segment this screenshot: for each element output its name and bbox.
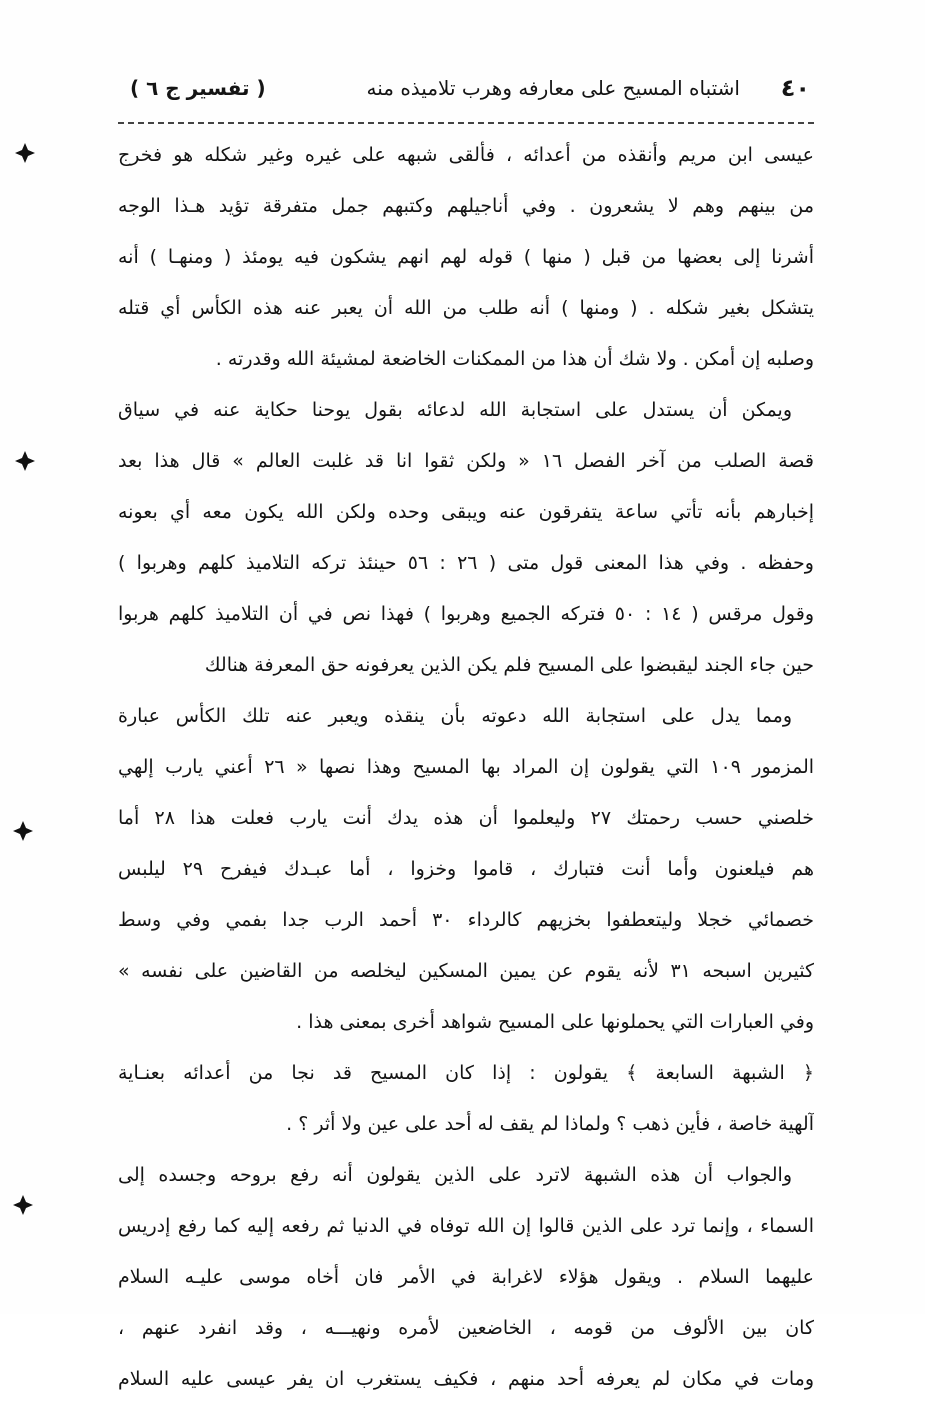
text-line: خصمائي خجلا وليتعطفوا بخزيهم كالرداء ٣٠ أحمد الرب جدا بفمي وفي وسط (118, 909, 814, 931)
page-number: ٤٠ (780, 74, 810, 102)
margin-ornament-icon (12, 1194, 34, 1216)
text-line: والجواب أن هذه الشبهة لاترد على الذين يقولون أنه رفع بروحه وجسده إلى (118, 1164, 792, 1186)
text-line: هم فيلعنون وأما أنت فتبارك ، قاموا وخزوا ، أما عبـدك فيفرح ٢٩ ليلبس (118, 858, 814, 880)
text-line: وفي العبارات التي يحملونها على المسيح شواهد أخرى بمعنى هذا . (296, 1011, 814, 1033)
text-line: قصة الصلب من آخر الفصل ١٦ « ولكن ثقوا انا قد غلبت العالم » قال هذا بعد (118, 450, 814, 472)
text-line: وقول مرقس ( ١٤ : ٥٠ فتركه الجميع وهربوا ) فهذا نص في أن التلاميذ كلهم هربوا (118, 603, 814, 625)
text-line: ومات في مكان لم يعرفه أحد منهم ، فكيف يستغرب ان يفر عيسى عليه السلام (118, 1368, 814, 1390)
text-line: ومما يدل على استجابة الله دعوته بأن ينقذه ويعبر عنه تلك الكأس عبارة (118, 705, 792, 727)
margin-ornament-icon (12, 820, 34, 842)
text-line: آلهية خاصة ، فأين ذهب ؟ ولماذا لم يقف له أحد على عين ولا أثر ؟ . (286, 1113, 814, 1135)
margin-ornament-icon (14, 450, 36, 472)
text-line: حين جاء الجند ليقبضوا على المسيح فلم يكن الذين يعرفونه حق المعرفة هنالك (204, 654, 814, 676)
running-header (130, 70, 810, 116)
text-line: من بينهم وهم لا يشعرون . وفي أناجيلهم وكتبهم جمل متفرقة تؤيد هـذا الوجه (118, 195, 814, 217)
text-line: وحفظه . وفي هذا المعنى قول متى ( ٢٦ : ٥٦ حينئذ تركه التلاميذ كلهم وهربوا ) (118, 552, 814, 574)
text-line: عليهما السلام . ويقول هؤلاء لاغرابة في الأمر فان أخاه موسى عليـه السلام (118, 1266, 814, 1288)
section-heading-line: ﴿ الشبهة السابعة ﴾ يقولون : إذا كان المسيح قد نجا من أعدائه بعنـاية (118, 1062, 814, 1084)
text-line: أشرنا إلى بعضها من قبل ( منها ) قوله لهم انهم يشكون فيه يومئذ ( ومنهـا ) أنه (118, 246, 814, 268)
text-line: المزمور ١٠٩ التي يقولون إن المراد بها المسيح وهذا نصها « ٢٦ أعني يارب إلهي (118, 756, 814, 778)
header-divider (118, 122, 814, 124)
text-line: كثيرين اسبحه ٣١ لأنه يقوم عن يمين المسكين ليخلصه من القاضين على نفسه » (118, 960, 814, 982)
text-line: خلصني حسب رحمتك ٢٧ وليعلموا أن هذه يدك أنت يارب فعلت هذا ٢٨ أما (118, 807, 814, 829)
text-line: ويمكن أن يستدل على استجابة الله لدعائه بقول يوحنا حكاية عنه في سياق (118, 399, 792, 421)
text-line: السماء ، وإنما ترد على الذين قالوا إن الله توفاه في الدنيا ثم رفعه إليه كما رفع إدريس (118, 1215, 814, 1237)
volume-reference: ( تفسير ج ٦ ) (130, 76, 266, 100)
text-line: كان بين الألوف من قومه ، الخاضعين لأمره ونهيـــه ، وقد انفرد عنهم ، (118, 1317, 814, 1339)
text-line: عيسى ابن مريم وأنقذه من أعدائه ، فألقى شبهه على غيره وغير شكله هو فخرج (118, 144, 814, 166)
margin-ornament-icon (14, 142, 36, 164)
text-line: وصلبه إن أمكن . ولا شك أن هذا من الممكنات الخاضعة لمشيئة الله وقدرته . (215, 348, 814, 370)
body-text (118, 130, 814, 1405)
text-line: إخبارهم بأنه تأتي ساعة يتفرقون عنه ويبقى وحده ولكن الله يكون معه أي بعونه (118, 501, 814, 523)
text-line: يتشكل بغير شكله . ( ومنها ) أنه طلب من الله أن يعبر عنه هذه الكأس أي قتله (118, 297, 814, 319)
running-title: اشتباه المسيح على معارفه وهرب تلاميذه منه (366, 76, 740, 100)
